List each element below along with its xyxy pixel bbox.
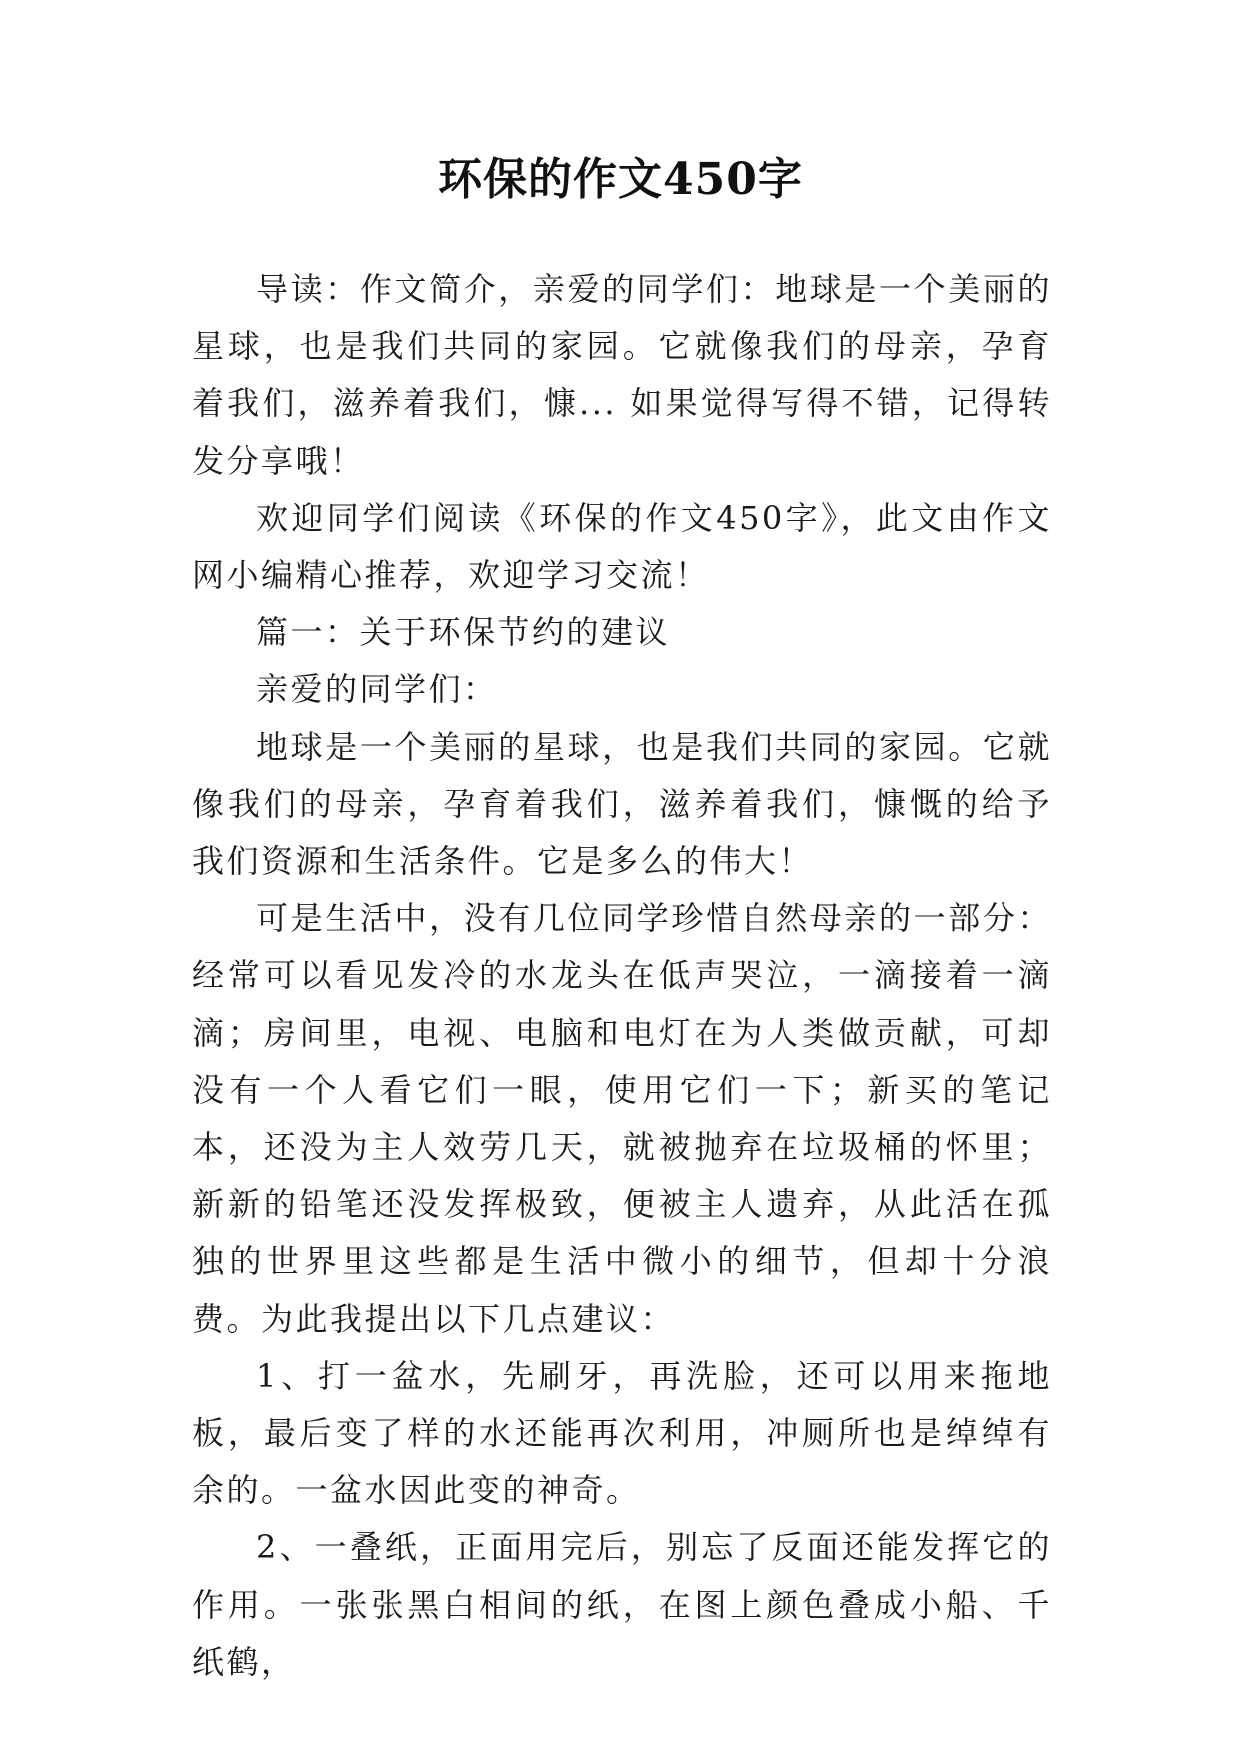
section-heading: 篇一：关于环保节约的建议 — [256, 613, 671, 652]
paragraph-welcome: 欢迎同学们阅读《环保的作文450字》，此文由作文网小编精心推荐，欢迎学习交流！ — [192, 498, 1052, 595]
paragraph-salutation: 亲爱的同学们： — [256, 670, 498, 709]
paragraph-suggestion-1: 1、打一盆水，先刷牙，再洗脸，还可以用来拖地板，最后变了样的水还能再次利用，冲厕所也是绰绰有余的。一盆水因此变的神奇。 — [192, 1356, 1052, 1510]
document-body — [192, 261, 1052, 1691]
document-title: 环保的作文450字 — [438, 154, 803, 205]
paragraph-waste: 可是生活中，没有几位同学珍惜自然母亲的一部分：经常可以看见发冷的水龙头在低声哭泣，一滴接着一滴滴；房间里，电视、电脑和电灯在为人类做贡献，可却没有一个人看它们一眼，使用它们一下；新买的笔记本，还没为主人效劳几天，就被抛弃在垃圾桶的怀里；新新的铅笔还没发挥极致，便被主人遗弃，从此活在孤独的世界里这些都是生活中微小的细节，但却十分浪费。为此我提出以下几点建议： — [192, 899, 1052, 1338]
paragraph-earth: 地球是一个美丽的星球，也是我们共同的家园。它就像我们的母亲，孕育着我们，滋养着我们，慷慨的给予我们资源和生活条件。它是多么的伟大！ — [192, 727, 1052, 881]
paragraph-intro: 导读：作文简介，亲爱的同学们：地球是一个美丽的星球，也是我们共同的家园。它就像我们的母亲，孕育着我们，滋养着我们，慷... 如果觉得写得不错，记得转发分享哦！ — [192, 270, 1052, 480]
paragraph-suggestion-2: 2、一叠纸，正面用完后，别忘了反面还能发挥它的作用。一张张黑白相间的纸，在图上颜色叠成小船、千纸鹤， — [192, 1528, 1052, 1681]
